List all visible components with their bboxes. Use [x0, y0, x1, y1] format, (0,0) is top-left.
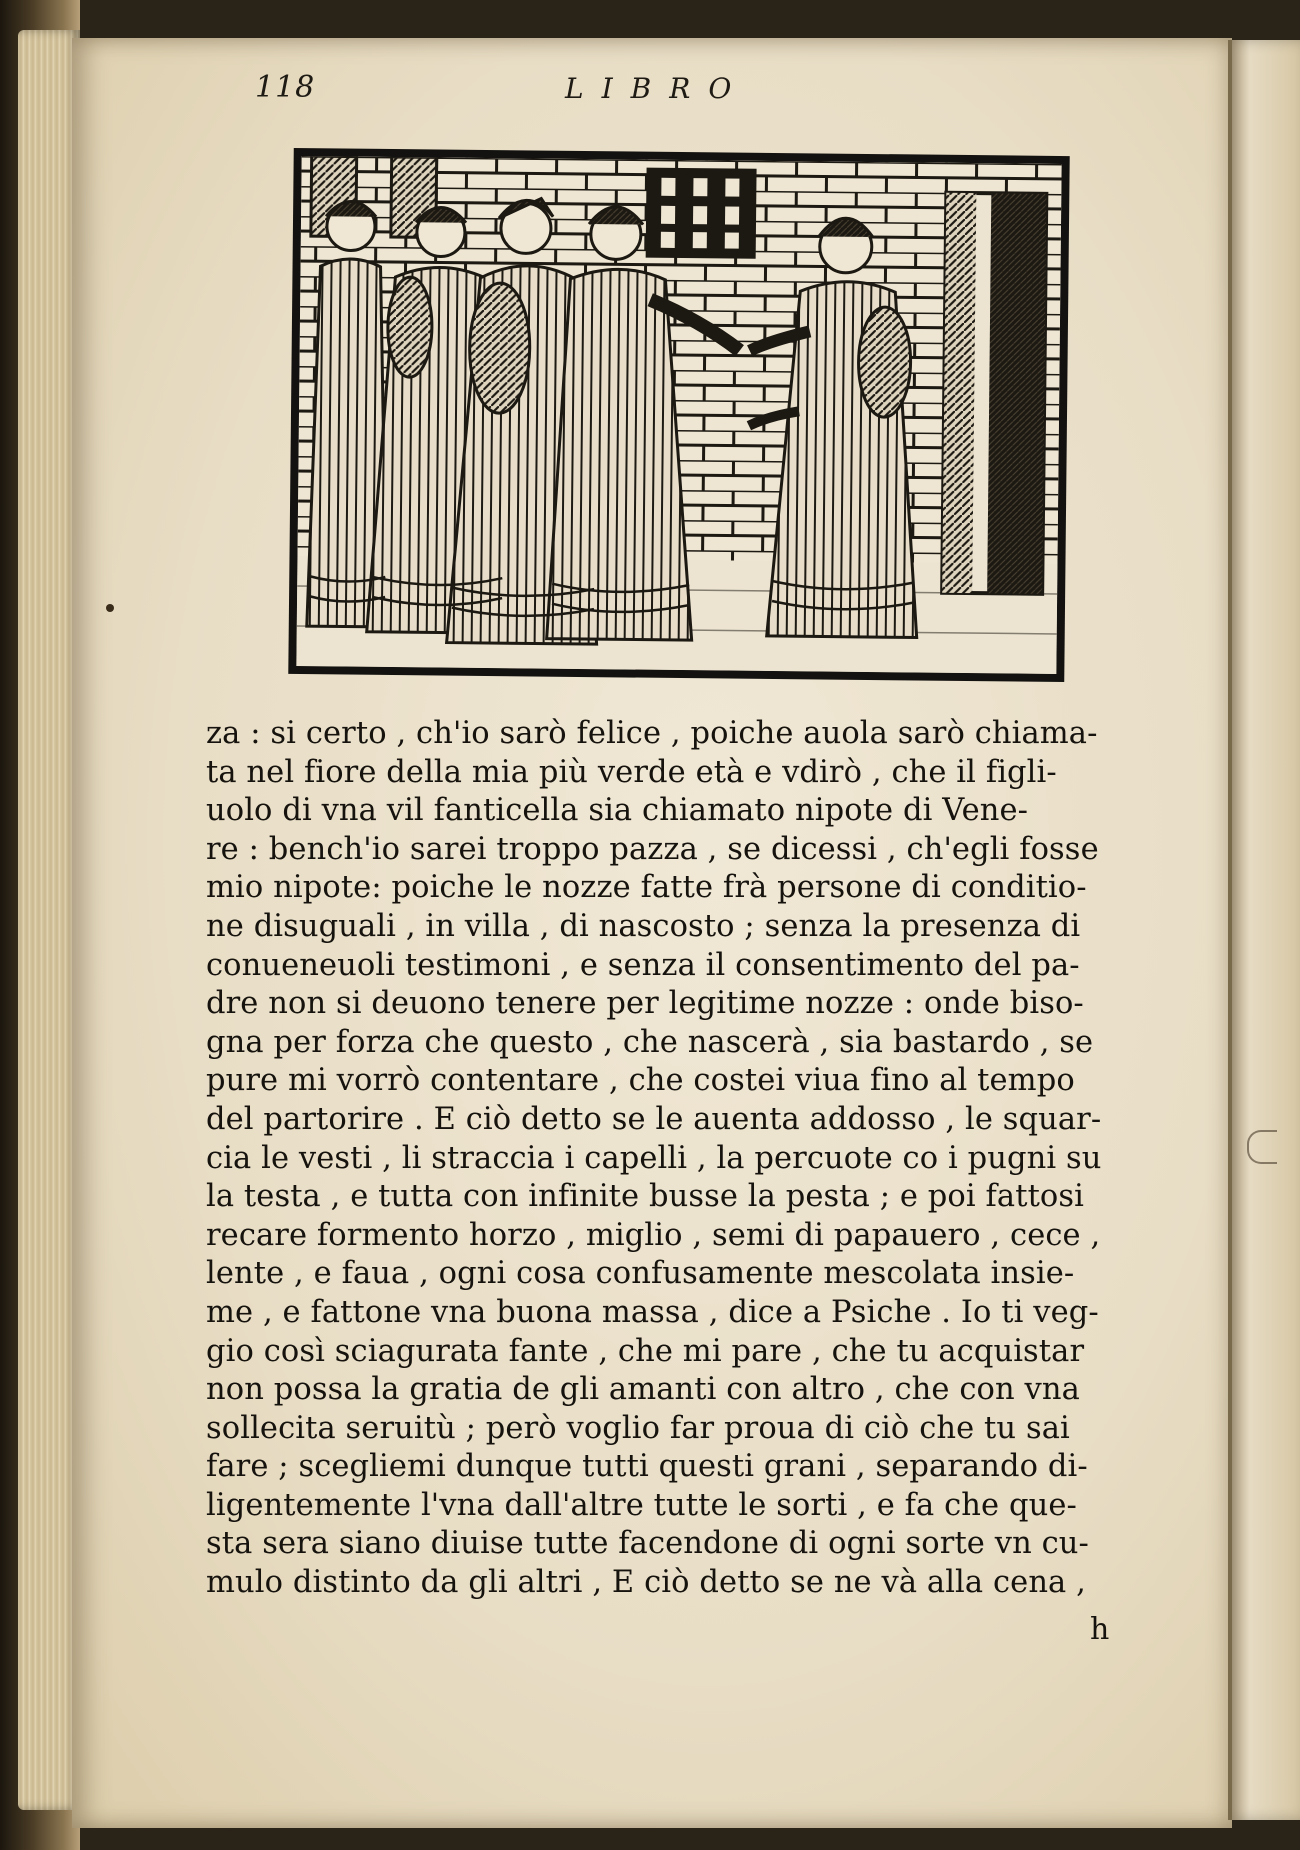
- left-page-edges: [18, 30, 80, 1810]
- text-line: ne disuguali , in villa , di nascosto ; senza la presenza di: [206, 908, 1081, 944]
- facing-page-edge: [1228, 40, 1300, 1820]
- pencil-mark: [1247, 1130, 1277, 1164]
- text-line: me , e fattone vna buona massa , dice a Psiche . Io ti veg-: [206, 1294, 1099, 1330]
- text-line: za : si certo , ch'io sarò felice , poiche auola sarò chiama-: [206, 716, 1098, 751]
- page-header: [255, 70, 1155, 120]
- text-line: la testa , e tutta con infinite busse la pesta ; e poi fattosi: [206, 1179, 1084, 1215]
- page-number: 118: [255, 70, 316, 105]
- catchword: h: [1090, 1612, 1110, 1647]
- margin-stain: [106, 604, 114, 612]
- text-line: mulo distinto da gli altri , E ciò detto se ne và alla cena ,: [206, 1565, 1086, 1601]
- body-text: [206, 715, 1156, 1603]
- text-line: recare formento horzo , miglio , semi di papauero , cece ,: [206, 1217, 1101, 1253]
- woodcut-illustration: [288, 148, 1069, 682]
- text-line: sta sera siano diuise tutte facendone di ogni sorte vn cu-: [206, 1526, 1089, 1562]
- text-line: ta nel fiore della mia più verde età e vdirò , che il figli-: [206, 754, 1057, 790]
- text-line: gio così sciagurata fante , che mi pare , che tu acquistar: [206, 1333, 1085, 1369]
- text-line: gna per forza che questo , che nascerà , sia bastardo , se: [206, 1024, 1094, 1060]
- text-line: conueneuoli testimoni , e senza il consentimento del pa-: [206, 947, 1080, 983]
- text-line: cia le vesti , li straccia i capelli , la percuote co i pugni su: [206, 1140, 1102, 1176]
- text-line: fare ; scegliemi dunque tutti questi grani , separando di-: [206, 1449, 1088, 1485]
- running-head: LIBRO: [565, 72, 750, 105]
- text-line: sollecita seruitù ; però voglio far proua di ciò che tu sai: [206, 1410, 1070, 1446]
- text-line: lente , e faua , ogni cosa confusamente mescolata insie-: [206, 1256, 1075, 1292]
- text-line: uolo di vna vil fanticella sia chiamato nipote di Vene-: [206, 793, 1029, 829]
- text-line: pure mi vorrò contentare , che costei viua fino al tempo: [206, 1063, 1075, 1099]
- woodcut-image: [296, 156, 1061, 674]
- text-line: del partorire . E ciò detto se le auenta addosso , le squar-: [206, 1101, 1102, 1137]
- text-line: non possa la gratia de gli amanti con altro , che con vna: [206, 1372, 1080, 1408]
- text-line: ligentemente l'vna dall'altre tutte le sorti , e fa che que-: [206, 1487, 1077, 1523]
- text-line: re : bench'io sarei troppo pazza , se dicessi , ch'egli fosse: [206, 831, 1099, 867]
- text-line: mio nipote: poiche le nozze fatte frà persone di conditio-: [206, 870, 1087, 906]
- text-line: dre non si deuono tenere per legitime nozze : onde biso-: [206, 986, 1084, 1022]
